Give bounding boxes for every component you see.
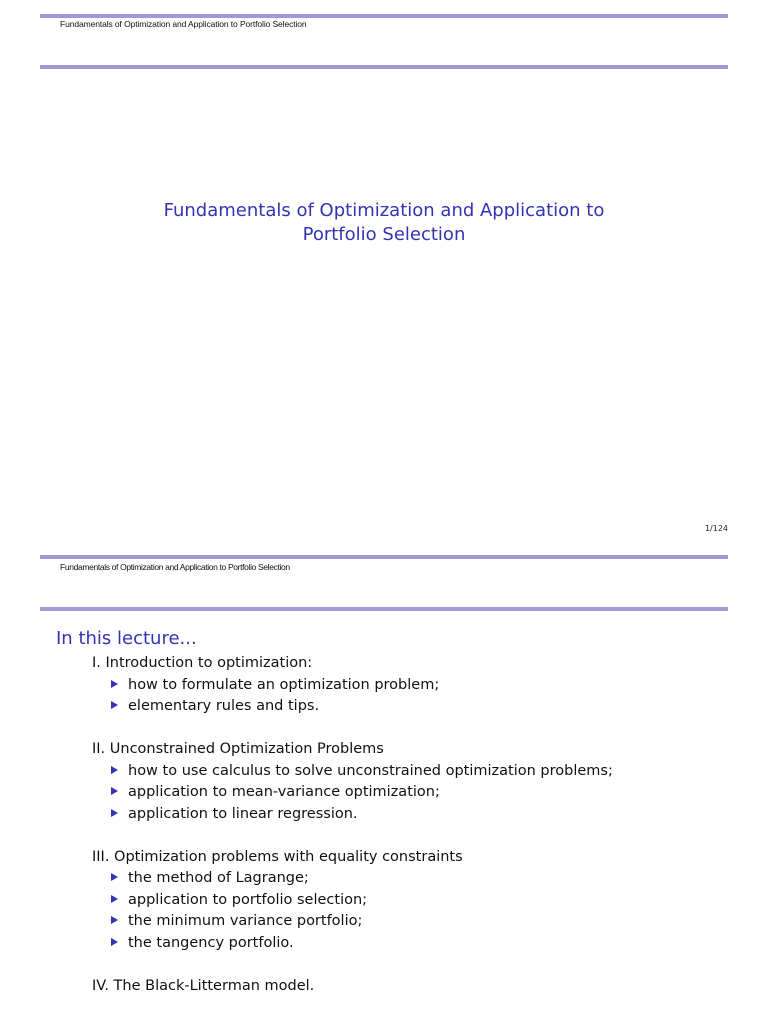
- bullet-triangle-icon: [111, 680, 118, 688]
- list-item: [111, 763, 613, 779]
- header-rule-bottom: [40, 65, 728, 69]
- list-item-text: application to portfolio selection;: [128, 891, 368, 908]
- frame-title: In this lecture...: [56, 628, 197, 649]
- list-item: [111, 784, 440, 800]
- bullet-triangle-icon: [111, 809, 118, 817]
- slide-title-line1: Fundamentals of Optimization and Application to: [163, 200, 605, 221]
- list-item-text: application to linear regression.: [128, 805, 358, 822]
- bullet-triangle-icon: [111, 701, 118, 709]
- list-item-text: how to formulate an optimization problem;: [128, 676, 440, 693]
- header-rule-top: [40, 14, 728, 18]
- list-item-text: how to use calculus to solve unconstrained optimization problems;: [128, 762, 613, 779]
- list-item: [111, 913, 362, 929]
- bullet-triangle-icon: [111, 916, 118, 924]
- list-item-text: the method of Lagrange;: [128, 870, 309, 886]
- slide-header: Fundamentals of Optimization and Application to Portfolio Selection: [60, 19, 307, 29]
- list-item-text: the minimum variance portfolio;: [128, 913, 363, 929]
- header-rule-top: [40, 555, 728, 559]
- page-number: 1/124: [704, 524, 728, 533]
- slide-header: Fundamentals of Optimization and Application to Portfolio Selection: [60, 562, 290, 572]
- header-rule-bottom: [40, 607, 728, 611]
- bullet-triangle-icon: [111, 787, 118, 795]
- list-item-text: elementary rules and tips.: [128, 698, 320, 714]
- list-item-text: the tangency portfolio.: [128, 934, 294, 951]
- list-item: [111, 892, 367, 908]
- bullet-triangle-icon: [111, 873, 118, 881]
- bullet-triangle-icon: [111, 766, 118, 774]
- section-heading: IV. The Black-Litterman model.: [92, 977, 315, 994]
- list-item: [111, 698, 319, 714]
- list-item: [111, 677, 439, 693]
- section-heading: I. Introduction to optimization:: [92, 655, 313, 671]
- list-item: [111, 806, 358, 822]
- slide-title-line2: Portfolio Selection: [302, 224, 466, 245]
- list-item: [111, 935, 294, 951]
- bullet-triangle-icon: [111, 895, 118, 903]
- section-heading: II. Unconstrained Optimization Problems: [92, 741, 384, 757]
- bullet-triangle-icon: [111, 938, 118, 946]
- list-item-text: application to mean-variance optimization;: [128, 784, 440, 800]
- section-heading: III. Optimization problems with equality constraints: [92, 848, 463, 865]
- list-item: [111, 870, 309, 886]
